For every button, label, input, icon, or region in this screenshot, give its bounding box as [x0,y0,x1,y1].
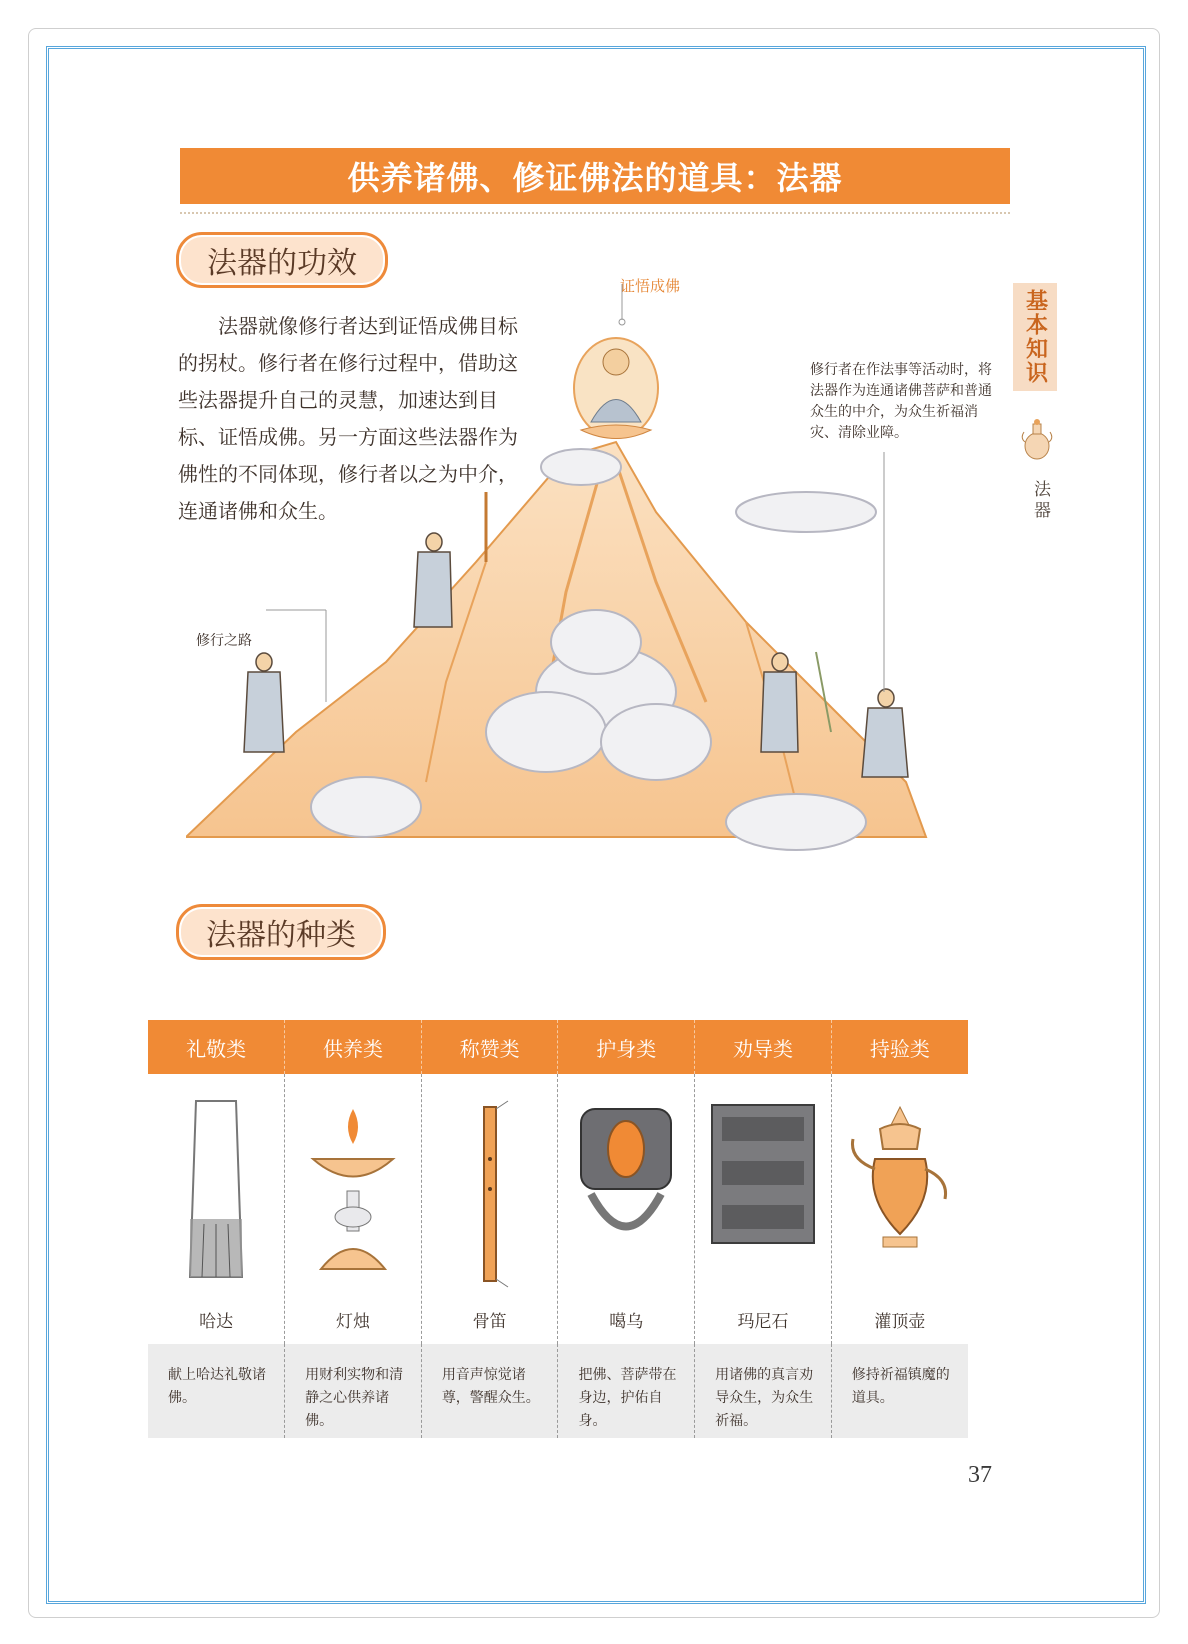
item-name: 玛尼石 [737,1312,789,1332]
item-description: 用财利实物和清静之心供养诸佛。 [285,1344,422,1438]
table-description-row [148,1344,968,1438]
item-description: 用音声惊觉诸尊，警醒众生。 [421,1344,558,1438]
callout-enlightenment: 证悟成佛 [620,277,681,295]
table-cell [285,1074,422,1344]
side-tab-basic-knowledge: 基本知识 [1013,283,1057,391]
implement-types-table [148,1020,968,1438]
bone-flute-icon [470,1099,510,1289]
page-title: 供养诸佛、修证佛法的道具：法器 [180,148,1010,204]
table-cell [421,1074,558,1344]
mountain-illustration [186,262,946,862]
category-header: 劝导类 [695,1020,832,1074]
category-header: 持验类 [831,1020,968,1074]
table-image-row [148,1074,968,1344]
category-header: 护身类 [558,1020,695,1074]
category-header: 供养类 [285,1020,422,1074]
item-name: 骨笛 [472,1312,507,1332]
effect-body-text: 法器就像修行者达到证悟成佛目标的拐杖。修行者在修行过程中，借助这些法器提升自己的灵慧，加速达到目标、证悟成佛。另一方面这些法器作为佛性的不同体现，修行者以之为中介，连通诸佛和众生。 [178,314,518,523]
item-name: 哈达 [199,1312,234,1332]
table-cell [558,1074,695,1344]
table-cell [148,1074,285,1344]
gau-amulet-icon [571,1099,681,1259]
item-description: 修持祈福镇魔的道具。 [831,1344,968,1438]
callout-practice-path: 修行之路 [196,633,252,649]
butter-lamp-icon [303,1099,403,1279]
vase-icon [1020,418,1054,464]
khata-scarf-icon [176,1099,256,1279]
initiation-vase-icon [845,1099,955,1259]
section-heading-effect: 法器的功效 [176,232,388,288]
table-cell [831,1074,968,1344]
side-sub-label: 法器 [1030,480,1050,522]
item-description: 献上哈达礼敬诸佛。 [148,1344,285,1438]
table-cell [695,1074,832,1344]
category-header: 礼敬类 [148,1020,285,1074]
table-header-row [148,1020,968,1074]
category-header: 称赞类 [421,1020,558,1074]
section-heading-types: 法器的种类 [176,904,386,960]
item-name: 灌顶壶 [874,1312,926,1332]
callout-practitioner-note: 修行者在作法事等活动时，将法器作为连通诸佛菩萨和普通众生的中介，为众生祈福消灾、清除业障。 [810,362,992,441]
item-description: 用诸佛的真言劝导众生，为众生祈福。 [695,1344,832,1438]
item-name: 灯烛 [335,1312,370,1332]
item-name: 噶乌 [609,1312,644,1332]
mani-stone-icon [708,1099,818,1249]
item-description: 把佛、菩萨带在身边，护佑自身。 [558,1344,695,1438]
title-divider [180,212,1010,214]
page-number: 37 [968,1462,992,1488]
